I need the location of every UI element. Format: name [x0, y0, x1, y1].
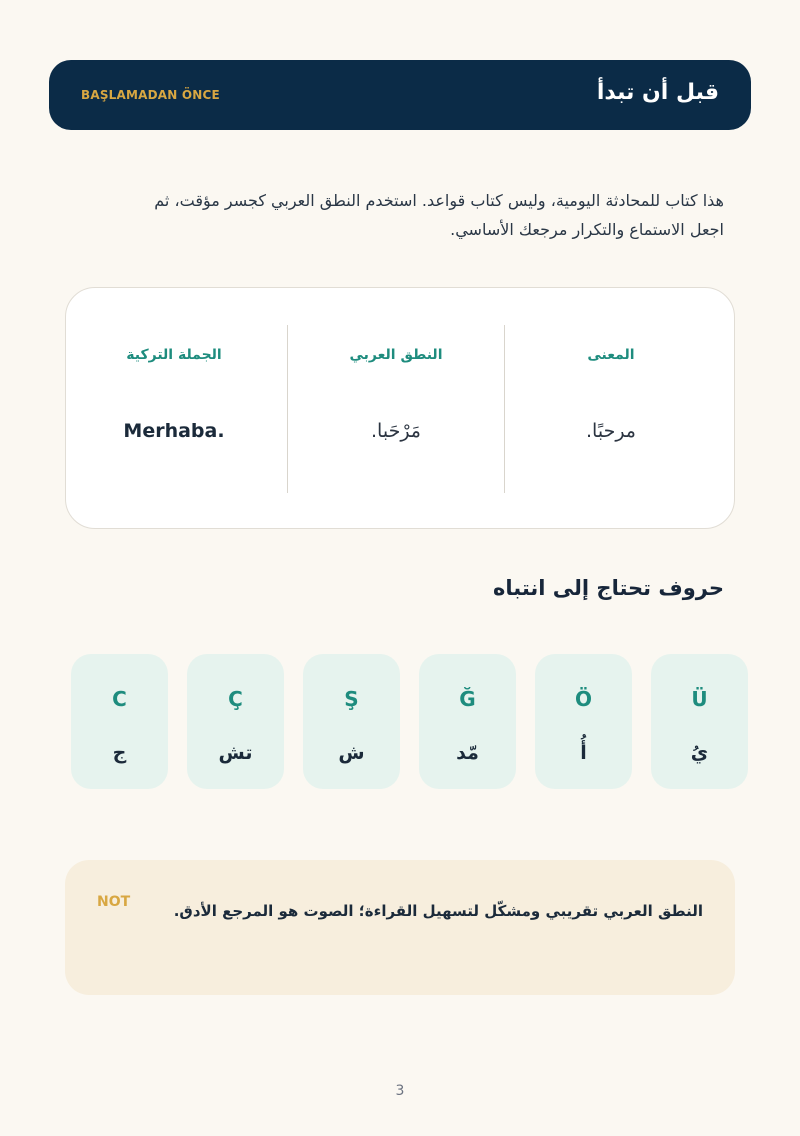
column-value-pronunciation: مَرْحَبا. [371, 420, 421, 442]
note-text: النطق العربي تقريبي ومشكّل لتسهيل القراءة؛ الصوت هو المرجع الأدق. [173, 902, 703, 920]
letter-card-u-umlaut [651, 654, 748, 789]
letter-turkish: Ğ [459, 687, 476, 711]
letter-card-o-umlaut [535, 654, 632, 789]
letter-arabic: ج [112, 742, 127, 764]
letter-turkish: Ö [574, 687, 592, 711]
letter-arabic: أُ [580, 742, 587, 764]
chapter-header [49, 60, 751, 130]
letter-card-s-cedilla [303, 654, 400, 789]
column-value-turkish: Merhaba. [123, 420, 225, 442]
example-table [65, 287, 735, 529]
note-tag: NOT [97, 894, 131, 910]
column-header-meaning: المعنى [587, 347, 635, 363]
letter-turkish: Ş [344, 687, 359, 711]
letter-card-g-breve [419, 654, 516, 789]
chapter-title: قبل أن تبدأ [596, 80, 719, 105]
letter-card-c-cedilla [187, 654, 284, 789]
column-pronunciation [287, 325, 505, 493]
letter-arabic: مّد [456, 742, 479, 764]
letter-card-c [71, 654, 168, 789]
letter-turkish: Ü [691, 687, 708, 711]
intro-line-1: هذا كتاب للمحادثة اليومية، وليس كتاب قواعد. استخدم النطق العربي كجسر مؤقت، ثم [154, 191, 724, 210]
letter-turkish: Ç [228, 687, 243, 711]
chapter-subtitle: BAŞLAMADAN ÖNCE [81, 88, 220, 102]
letter-cards [70, 654, 750, 790]
column-header-pronunciation: النطق العربي [349, 347, 443, 363]
intro-paragraph [84, 186, 724, 244]
letters-section-title: حروف تحتاج إلى انتباه [492, 576, 724, 600]
column-meaning [503, 325, 719, 493]
column-value-meaning: مرحبًا. [586, 420, 636, 442]
letter-turkish: C [112, 687, 127, 711]
letter-arabic: ش [338, 742, 365, 764]
letter-arabic: تش [218, 742, 253, 764]
page-number: 3 [395, 1083, 405, 1099]
intro-line-2: اجعل الاستماع والتكرار مرجعك الأساسي. [450, 220, 724, 239]
column-header-turkish: الجملة التركية [126, 347, 222, 363]
letter-arabic: يُ [690, 742, 709, 764]
note-box [65, 860, 735, 995]
column-turkish [66, 325, 282, 493]
